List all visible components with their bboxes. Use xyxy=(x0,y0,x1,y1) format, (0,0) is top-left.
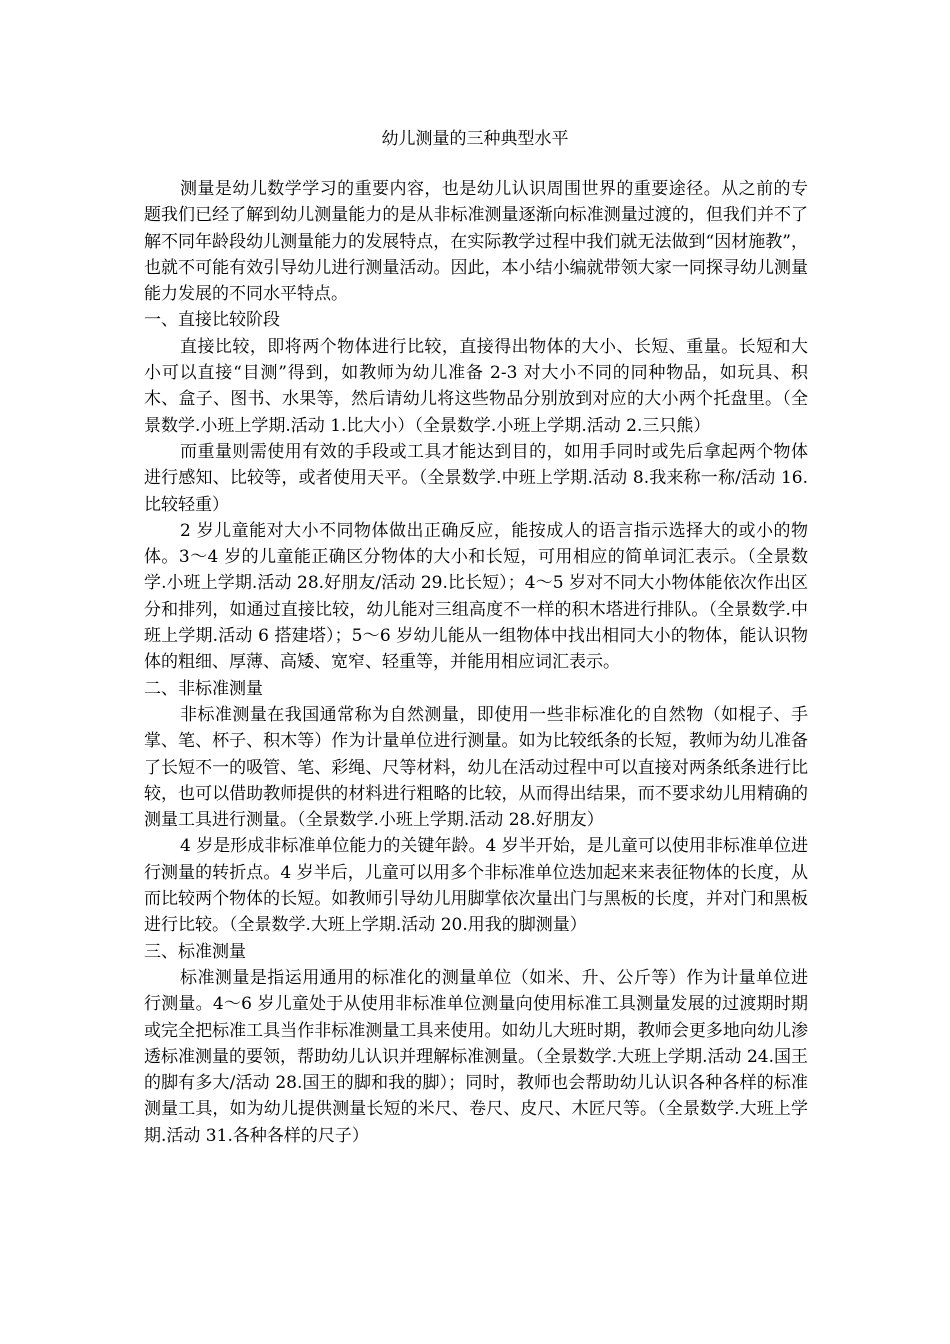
section-heading-nonstandard-measurement: 二、非标准测量 xyxy=(144,678,263,699)
section2-paragraph-2: 4 岁是形成非标准单位能力的关键年龄。4 岁半开始，是儿童可以使用非标准单位进行测量的转折点。4 岁半后，儿童可以用多个非标准单位迭加起来来表征物体的长度，从而比较两个物体的长短。如教师引导幼儿用脚掌依次量出门与黑板的长度，并对门和黑板进行比较。（全景数学.大班上学期.活动 20.用我的脚测量） xyxy=(144,836,808,936)
section-heading-standard-measurement: 三、标准测量 xyxy=(144,941,246,962)
document-title: 幼儿测量的三种典型水平 xyxy=(381,129,569,149)
section-heading-direct-comparison: 一、直接比较阶段 xyxy=(144,310,280,331)
document-body xyxy=(144,176,808,1149)
intro-paragraph: 测量是幼儿数学学习的重要内容，也是幼儿认识周围世界的重要途径。从之前的专题我们已经了解到幼儿测量能力的是从非标准测量逐渐向标准测量过渡的，但我们并不了解不同年龄段幼儿测量能力的发展特点，在实际教学过程中我们就无法做到“因材施教”，也就不可能有效引导幼儿进行测量活动。因此，本小结小编就带领大家一同探寻幼儿测量能力发展的不同水平特点。 xyxy=(144,179,808,305)
section1-paragraph-3: 2 岁儿童能对大小不同物体做出正确反应，能按成人的语言指示选择大的或小的物体。3～4 岁的儿童能正确区分物体的大小和长短，可用相应的简单词汇表示。（全景数学.小班上学期.活动 28.好朋友/活动 29.比长短）；4～5 岁对不同大小物体能依次作出区分和排列，如通过直接比较，幼儿能对三组高度不一样的积木塔进行排队。（全景数学.中班上学期.活动 6 搭建塔）；5～6 岁幼儿能从一组物体中找出相同大小的物体，能认识物体的粗细、厚薄、高矮、宽窄、轻重等，并能用相应词汇表示。 xyxy=(144,520,808,673)
section3-paragraph-1: 标准测量是指运用通用的标准化的测量单位（如米、升、公斤等）作为计量单位进行测量。4～6 岁儿童处于从使用非标准单位测量向使用标准工具测量发展的过渡期时期或完全把标准工具当作非标准测量工具来使用。如幼儿大班时期，教师会更多地向幼儿渗透标准测量的要领，帮助幼儿认识并理解标准测量。（全景数学.大班上学期.活动 24.国王的脚有多大/活动 28.国王的脚和我的脚）；同时，教师也会帮助幼儿认识各种各样的标准测量工具，如为幼儿提供测量长短的米尺、卷尺、皮尺、木匠尺等。（全景数学.大班上学期.活动 31.各种各样的尺子） xyxy=(144,967,808,1146)
section1-paragraph-1: 直接比较，即将两个物体进行比较，直接得出物体的大小、长短、重量。长短和大小可以直接“目测”得到，如教师为幼儿准备 2-3 对大小不同的同种物品，如玩具、积木、盒子、图书、水果等，然后请幼儿将这些物品分别放到对应的大小两个托盘里。（全景数学.小班上学期.活动 1.比大小）（全景数学.小班上学期.活动 2.三只熊） xyxy=(144,336,808,436)
section1-paragraph-2: 而重量则需使用有效的手段或工具才能达到目的，如用手同时或先后拿起两个物体进行感知、比较等，或者使用天平。（全景数学.中班上学期.活动 8.我来称一称/活动 16.比较轻重） xyxy=(144,441,808,515)
section2-paragraph-1: 非标准测量在我国通常称为自然测量，即使用一些非标准化的自然物（如棍子、手掌、笔、杯子、积木等）作为计量单位进行测量。如为比较纸条的长短，教师为幼儿准备了长短不一的吸管、笔、彩绳、尺等材料，幼儿在活动过程中可以直接对两条纸条进行比较，也可以借助教师提供的材料进行粗略的比较，从而得出结果，而不要求幼儿用精确的测量工具进行测量。（全景数学.小班上学期.活动 28.好朋友） xyxy=(144,704,808,831)
